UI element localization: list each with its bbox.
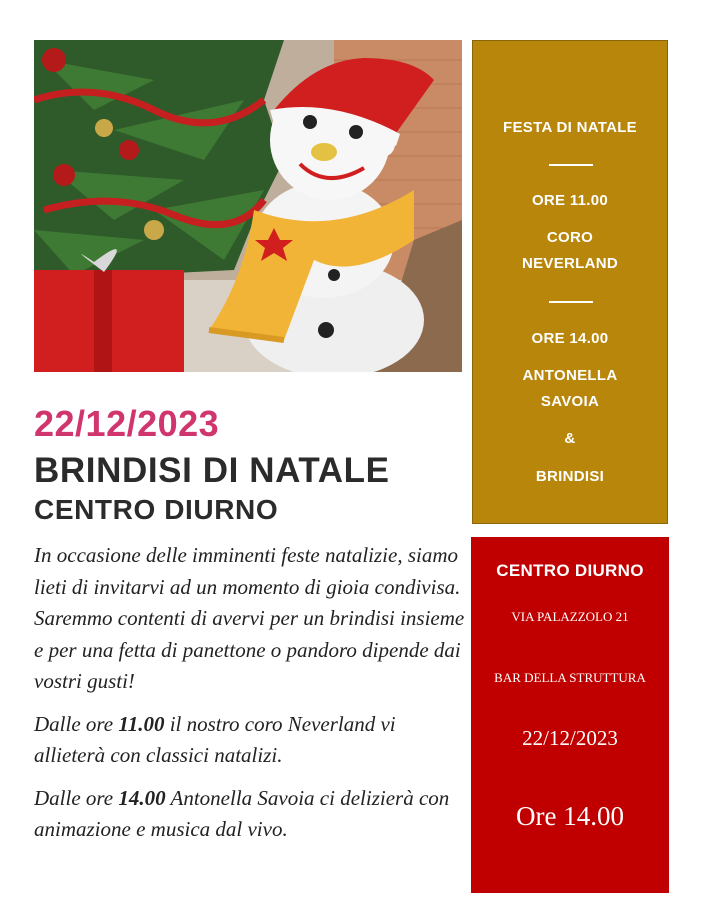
paragraph-intro: In occasione delle imminenti feste natalizie, siamo lieti di invitarvi ad un momento di gioia condivisa. Saremmo contenti di avervi per un brindisi insieme e per una fetta di panettone o pandoro dipende dai vostri gusti! bbox=[34, 543, 465, 693]
info-place: BAR DELLA STRUTTURA bbox=[494, 670, 646, 685]
program-box bbox=[472, 40, 668, 524]
separator bbox=[549, 301, 593, 303]
program-act-3: BRINDISI bbox=[535, 468, 605, 485]
info-address: VIA PALAZZOLO 21 bbox=[511, 609, 629, 624]
program-act-2-line2: SAVOIA bbox=[540, 393, 600, 410]
paragraph-morning bbox=[34, 709, 470, 772]
snowman-photo bbox=[34, 40, 462, 372]
separator bbox=[549, 164, 593, 166]
event-date: 22/12/2023 bbox=[34, 403, 220, 444]
text-span: Dalle ore bbox=[34, 785, 119, 810]
text-span: il nostro coro Neverland vi allieterà con classici natalizi. bbox=[34, 711, 396, 767]
invitation-text bbox=[34, 540, 470, 857]
program-ampersand: & bbox=[564, 430, 576, 447]
info-date: 22/12/2023 bbox=[522, 726, 618, 750]
info-box bbox=[471, 537, 669, 893]
program-time-2: ORE 14.00 bbox=[531, 330, 609, 347]
program-act-1-line1: CORO bbox=[546, 229, 594, 246]
program-time-1: ORE 11.00 bbox=[531, 192, 609, 209]
program-act-1-line2: NEVERLAND bbox=[521, 255, 619, 272]
event-title: BRINDISI DI NATALE bbox=[34, 451, 390, 490]
paragraph-afternoon bbox=[34, 783, 470, 846]
text-span: Dalle ore bbox=[34, 711, 119, 736]
event-subtitle: CENTRO DIURNO bbox=[34, 494, 279, 525]
program-act-2-line1: ANTONELLA bbox=[522, 367, 618, 384]
time-highlight: 14.00 bbox=[118, 785, 166, 810]
info-title: CENTRO DIURNO bbox=[496, 561, 644, 580]
text-span: Antonella Savoia ci delizierà con animazione e musica dal vivo. bbox=[34, 785, 450, 841]
time-highlight: 11.00 bbox=[118, 711, 165, 736]
info-time: Ore 14.00 bbox=[516, 801, 624, 831]
program-title: FESTA DI NATALE bbox=[503, 119, 637, 136]
